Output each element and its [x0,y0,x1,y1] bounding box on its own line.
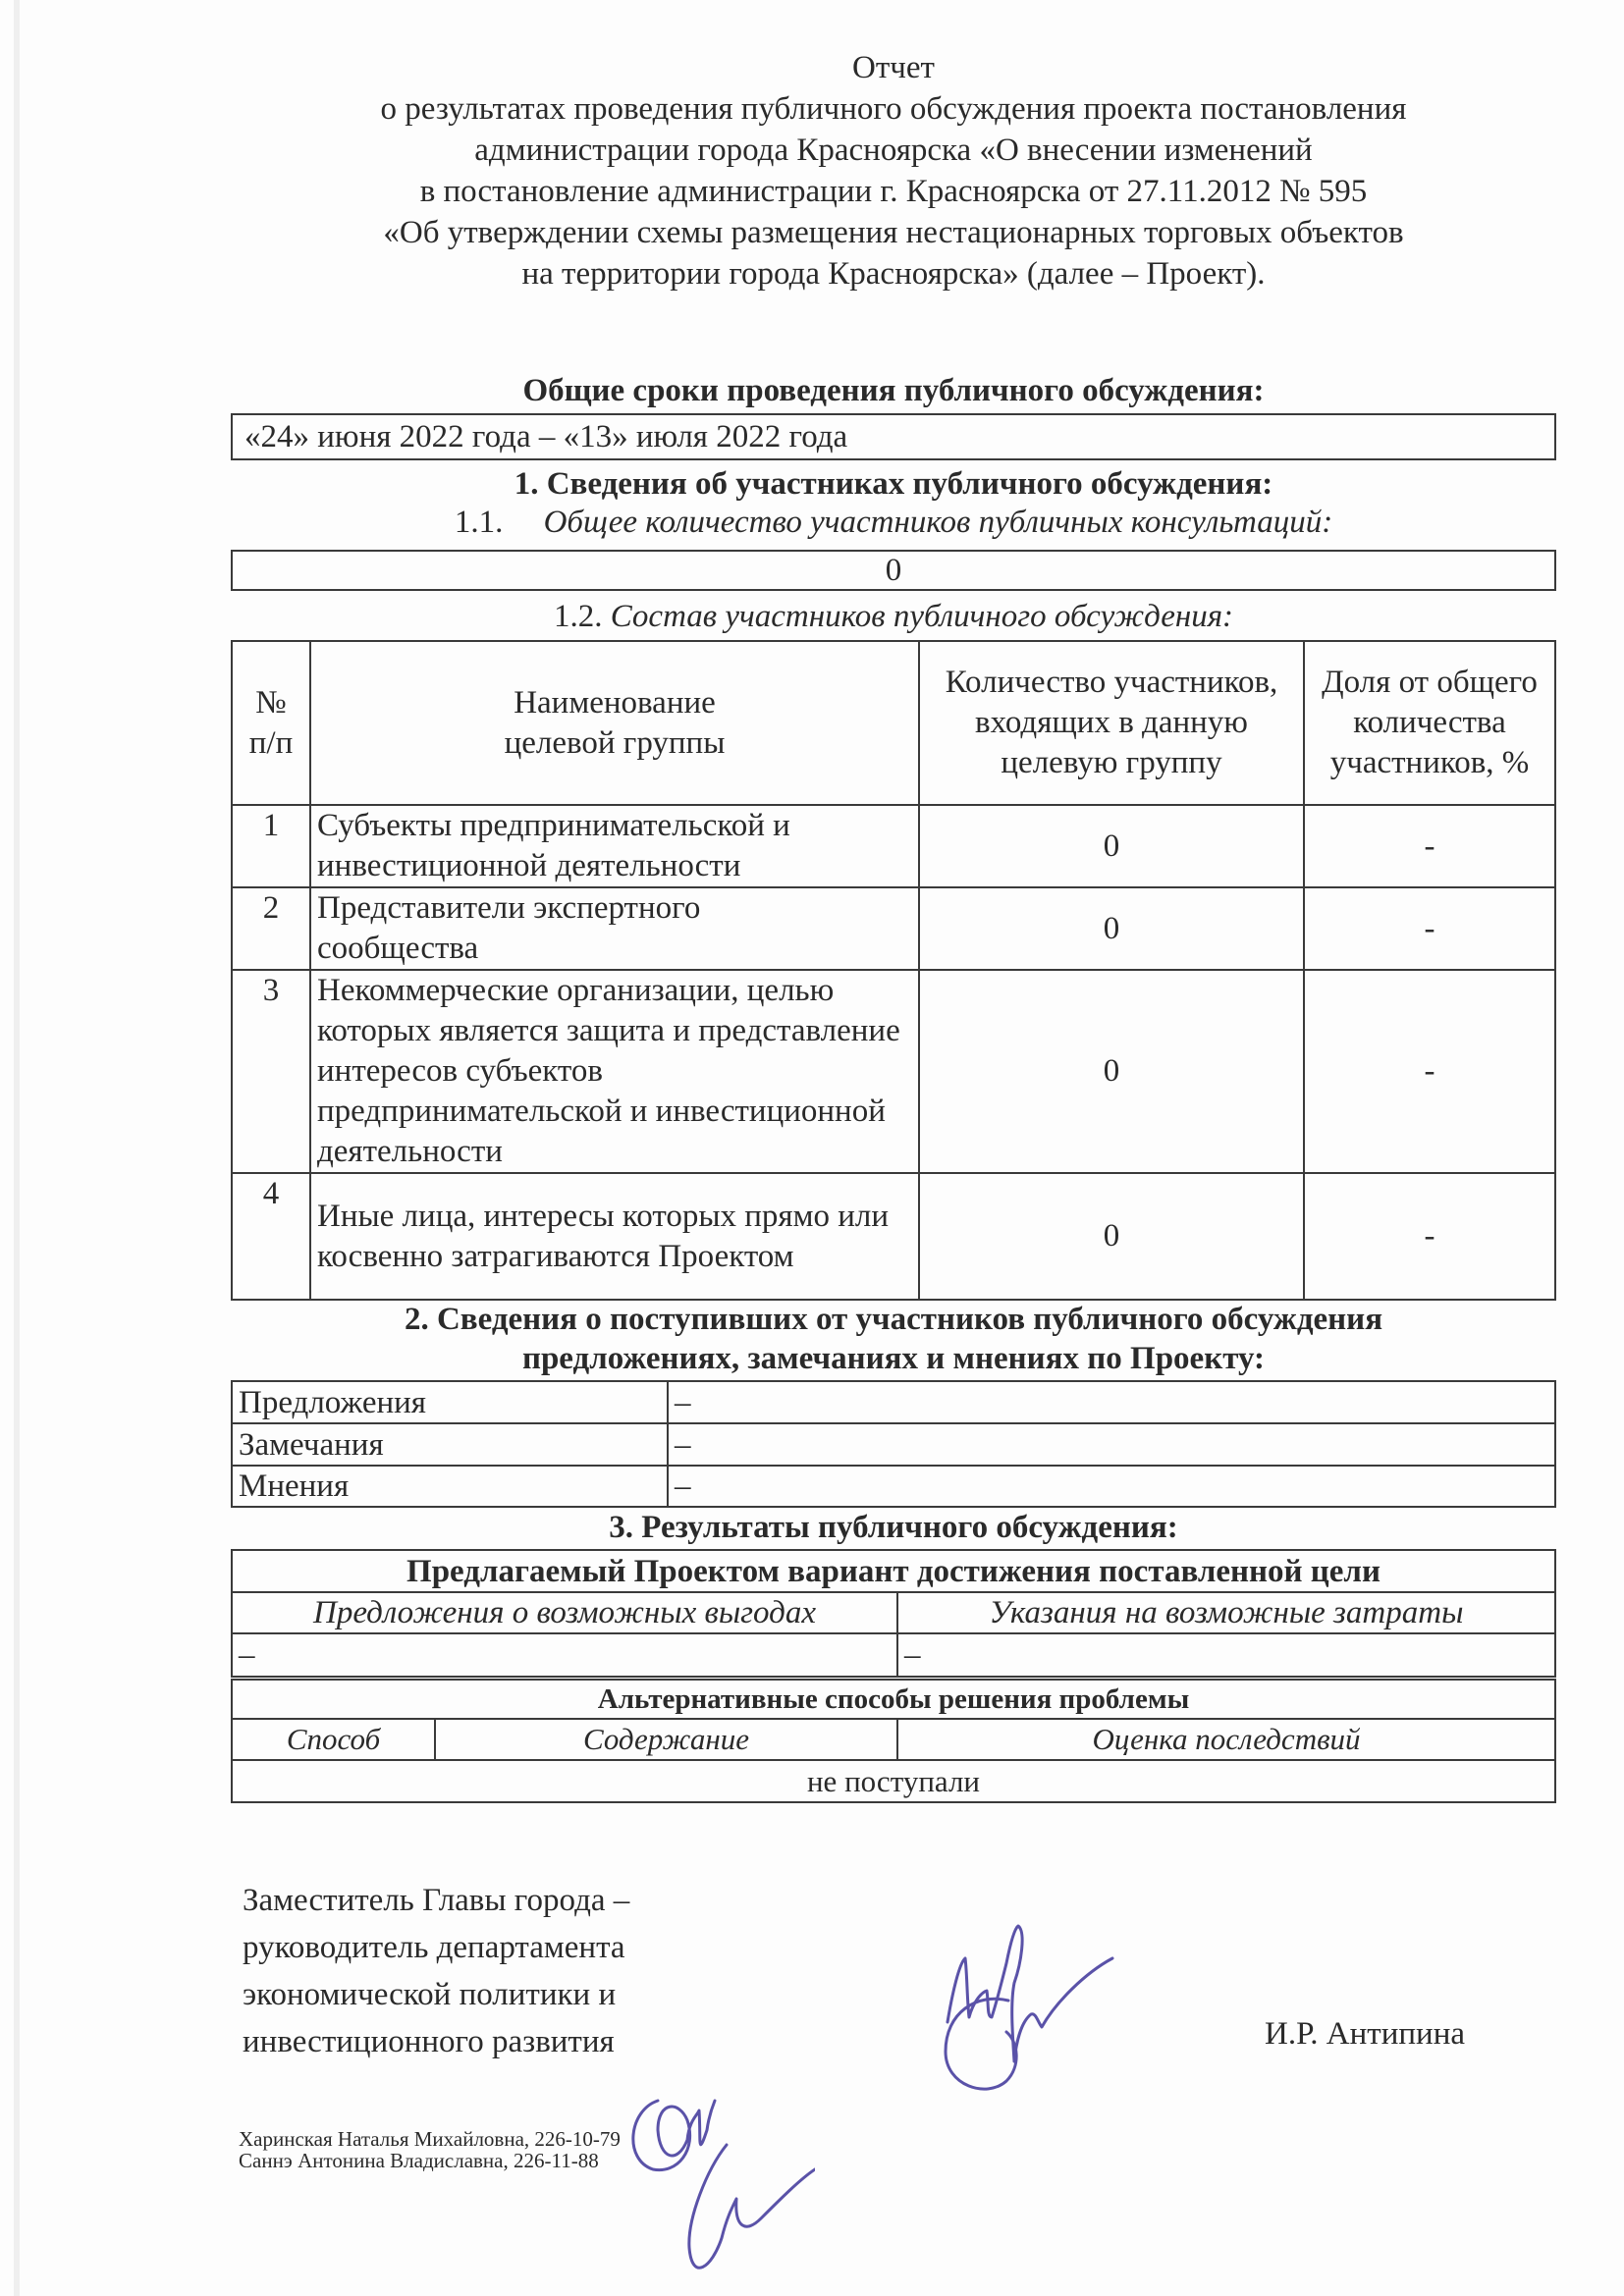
feedback-label: Мнения [232,1466,668,1507]
alternatives-table [231,1679,1556,1803]
handwritten-signature-icon [938,1924,1144,2101]
row-group: Некоммерческие организации, целью которых является защита и представление интересов субъектов предпринимательской и инвестиционной деятельности [310,970,919,1173]
header-share: Доля от общего количества участников, % [1304,641,1555,805]
subsection-1-1 [231,503,1556,543]
table-row [232,1633,1555,1677]
feedback-label: Замечания [232,1423,668,1466]
subsection-1-2-number: 1.2. [553,599,603,634]
benefits-value: – [232,1633,897,1677]
row-group: Иные лица, интересы которых прямо или косвенно затрагиваются Проектом [310,1173,919,1300]
position-line: Заместитель Главы города – [243,1883,630,1918]
feedback-value: – [668,1466,1555,1507]
benefits-header: Предложения о возможных выгодах [232,1592,897,1633]
position-line: инвестиционного развития [243,2024,615,2059]
position-line: руководитель департамента [243,1930,625,1965]
signatory-name: И.Р. Антипина [1265,2016,1466,2052]
approval-signature-icon [619,2071,815,2292]
row-count: 0 [919,805,1304,887]
title-line: Отчет [852,50,935,85]
row-number: 3 [232,970,310,1173]
general-terms-heading: Общие сроки проведения публичного обсуждения: [522,373,1265,408]
table-row [232,887,1555,970]
alt-header-consequences: Оценка последствий [897,1719,1555,1760]
row-group: Субъекты предпринимательской и инвестиционной деятельности [310,805,919,887]
contacts-footer [239,2128,621,2171]
row-share: - [1304,1173,1555,1300]
signatory-position [243,1877,629,2065]
feedback-table [231,1380,1556,1508]
header-count: Количество участников, входящих в данную целевую группу [919,641,1304,805]
table-header-row [232,641,1555,805]
header-number: № п/п [232,641,310,805]
row-share: - [1304,970,1555,1173]
table-row [232,1680,1555,1719]
subsection-1-2-label: Состав участников публичного обсуждения: [610,599,1234,634]
feedback-value: – [668,1423,1555,1466]
table-row [232,1592,1555,1633]
table-row [232,970,1555,1173]
row-share: - [1304,805,1555,887]
feedback-value: – [668,1381,1555,1423]
title-line: «Об утверждении схемы размещения нестационарных торговых объектов [383,215,1404,250]
total-participants-box [231,550,1556,591]
proposed-option-table [231,1549,1556,1678]
section2-heading-line2: предложениях, замечаниях и мнениях по Проекту: [521,1341,1266,1376]
scan-edge [14,0,20,2296]
general-terms-box [231,413,1556,460]
alt-header-method: Способ [232,1719,435,1760]
subsection-1-1-number: 1.1. [454,505,504,540]
table-row [232,1550,1555,1592]
costs-value: – [897,1633,1555,1677]
title-line: администрации города Красноярска «О внесении изменений [474,133,1313,168]
alt-header-content: Содержание [435,1719,897,1760]
header-group-name: Наименование целевой группы [310,641,919,805]
table-row [232,1719,1555,1760]
subsection-1-2 [231,597,1556,637]
costs-header: Указания на возможные затраты [897,1592,1555,1633]
general-terms-value: «24» июня 2022 года – «13» июля 2022 года [244,419,848,454]
section1-heading: 1. Сведения об участниках публичного обсуждения: [514,466,1273,502]
alternatives-value: не поступали [232,1760,1555,1802]
section2-heading-line1: 2. Сведения о поступивших от участников публичного обсуждения [404,1302,1383,1337]
table-row [232,1381,1555,1423]
row-group: Представители экспертного сообщества [310,887,919,970]
title-line: на территории города Красноярска» (далее – Проект). [521,256,1266,292]
title-line: в постановление администрации г. Красноярска от 27.11.2012 № 595 [419,174,1368,209]
row-number: 4 [232,1173,310,1300]
row-number: 1 [232,805,310,887]
section3-heading: 3. Результаты публичного обсуждения: [609,1510,1178,1545]
table-row [232,1760,1555,1802]
table-row [232,1423,1555,1466]
row-count: 0 [919,887,1304,970]
table-row [232,1466,1555,1507]
table-row [232,1173,1555,1300]
position-line: экономической политики и [243,1977,617,2012]
contact-line: Саннэ Антонина Владиславна, 226-11-88 [239,2149,599,2172]
title-line: о результатах проведения публичного обсуждения проекта постановления [380,91,1407,127]
feedback-label: Предложения [232,1381,668,1423]
report-title [231,47,1556,294]
alternatives-title: Альтернативные способы решения проблемы [232,1680,1555,1719]
row-number: 2 [232,887,310,970]
table-row [232,805,1555,887]
contact-line: Харинская Наталья Михайловна, 226-10-79 [239,2127,621,2151]
proposed-option-title: Предлагаемый Проектом вариант достижения поставленной цели [232,1550,1555,1592]
subsection-1-1-label: Общее количество участников публичных консультаций: [543,505,1333,540]
row-share: - [1304,887,1555,970]
row-count: 0 [919,1173,1304,1300]
total-participants-value: 0 [885,553,902,588]
row-count: 0 [919,970,1304,1173]
participants-table [231,640,1556,1301]
